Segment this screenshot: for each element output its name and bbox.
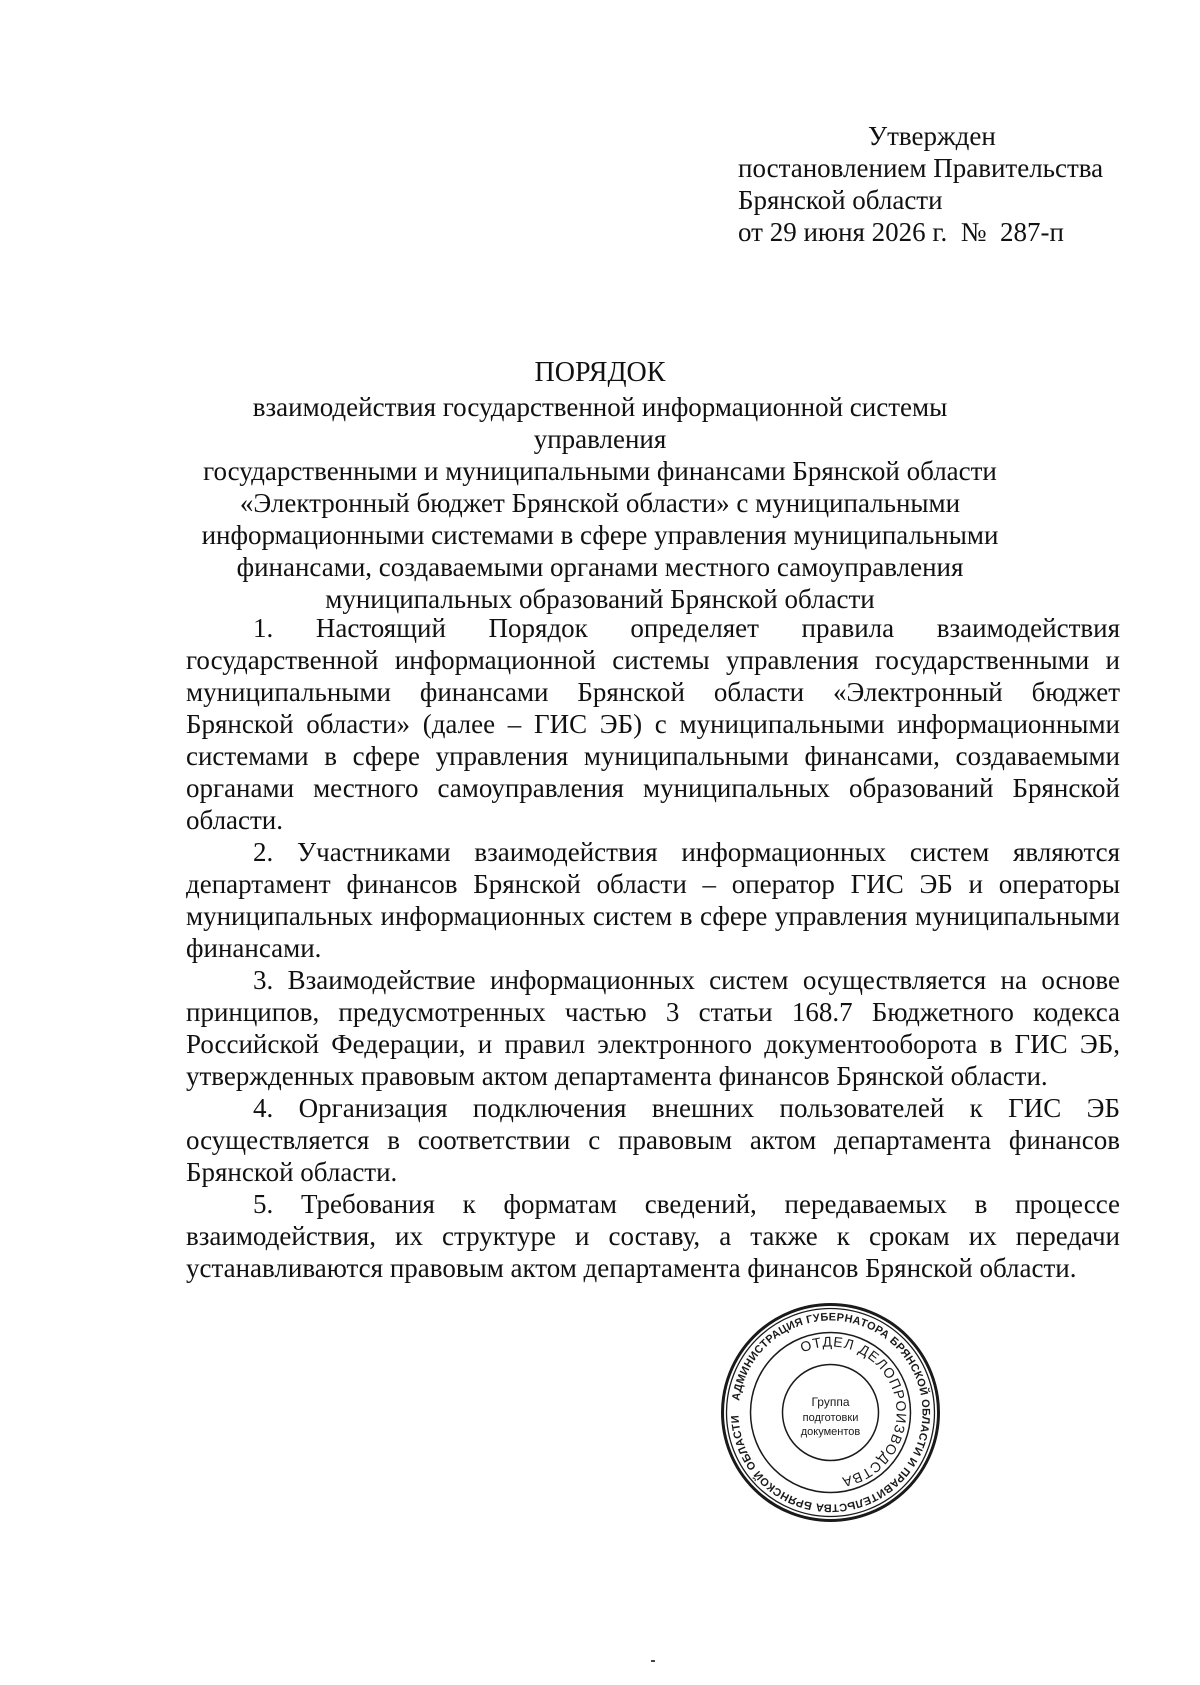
title-line: государственными и муниципальными финансами Брянской области [203,456,997,486]
paragraph-1: 1. Настоящий Порядок определяет правила взаимодействия государственной информационной системы управления государственными и муниципальными финансами Брянской области «Электронный бюджет Брянской области» (далее – ГИС ЭБ) с муниципальными информационными системами в сфере управления муниципальными финансами, создаваемыми органами местного самоуправления муниципальных образований Брянской области. [186,613,1120,835]
official-stamp [718,1300,943,1525]
title-heading: ПОРЯДОК [534,357,666,388]
paragraph-4: 4. Организация подключения внешних пользователей к ГИС ЭБ осуществляется в соответствии с правовым актом департамента финансов Брянской области. [186,1093,1120,1187]
paragraph-2: 2. Участниками взаимодействия информационных систем являются департамент финансов Брянской области – оператор ГИС ЭБ и операторы муниципальных информационных систем в сфере управления муниципальными финансами. [186,837,1120,963]
approval-line-4: от 29 июня 2026 г. № 287-п [738,217,1064,247]
approval-line-1: Утвержден [868,121,996,151]
stamp-seal [718,1300,943,1525]
title-line: информационными системами в сфере управления муниципальными [201,520,999,550]
approval-line-2: постановлением Правительства [738,153,1104,183]
stamp-center-line-1: Группа [811,1395,850,1409]
stamp-middle-text: ОТДЕЛ ДЕЛОПРОИЗВОДСТВА [797,1333,910,1491]
stamp-center-line-2: подготовки [802,1412,859,1424]
document-title [190,357,1010,615]
approval-block [738,120,1103,248]
title-line: муниципальных образований Брянской области [325,584,875,614]
scan-speck [651,1660,655,1662]
document-body [186,612,1120,1284]
stamp-center-line-3: документов [800,1426,861,1438]
title-line: финансами, создаваемыми органами местного самоуправления [236,552,964,582]
stamp-outer-text: АДМИНИСТРАЦИЯ ГУБЕРНАТОРА БРЯНСКОЙ ОБЛАСТИ И ПРАВИТЕЛЬСТВА БРЯНСКОЙ ОБЛАСТИ [729,1311,932,1514]
title-line: «Электронный бюджет Брянской области» с муниципальными [239,488,961,518]
paragraph-5: 5. Требования к форматам сведений, передаваемых в процессе взаимодействия, их структуре и составу, а также к срокам их передачи устанавливаются правовым актом департамента финансов Брянской области. [186,1189,1120,1283]
paragraph-3: 3. Взаимодействие информационных систем осуществляется на основе принципов, предусмотренных частью 3 статьи 168.7 Бюджетного кодекса Российской Федерации, и правил электронного документооборота в ГИС ЭБ, утвержденных правовым актом департамента финансов Брянской области. [186,965,1120,1091]
title-line: взаимодействия государственной информационной системы управления [252,392,948,454]
approval-line-3: Брянской области [738,185,943,215]
